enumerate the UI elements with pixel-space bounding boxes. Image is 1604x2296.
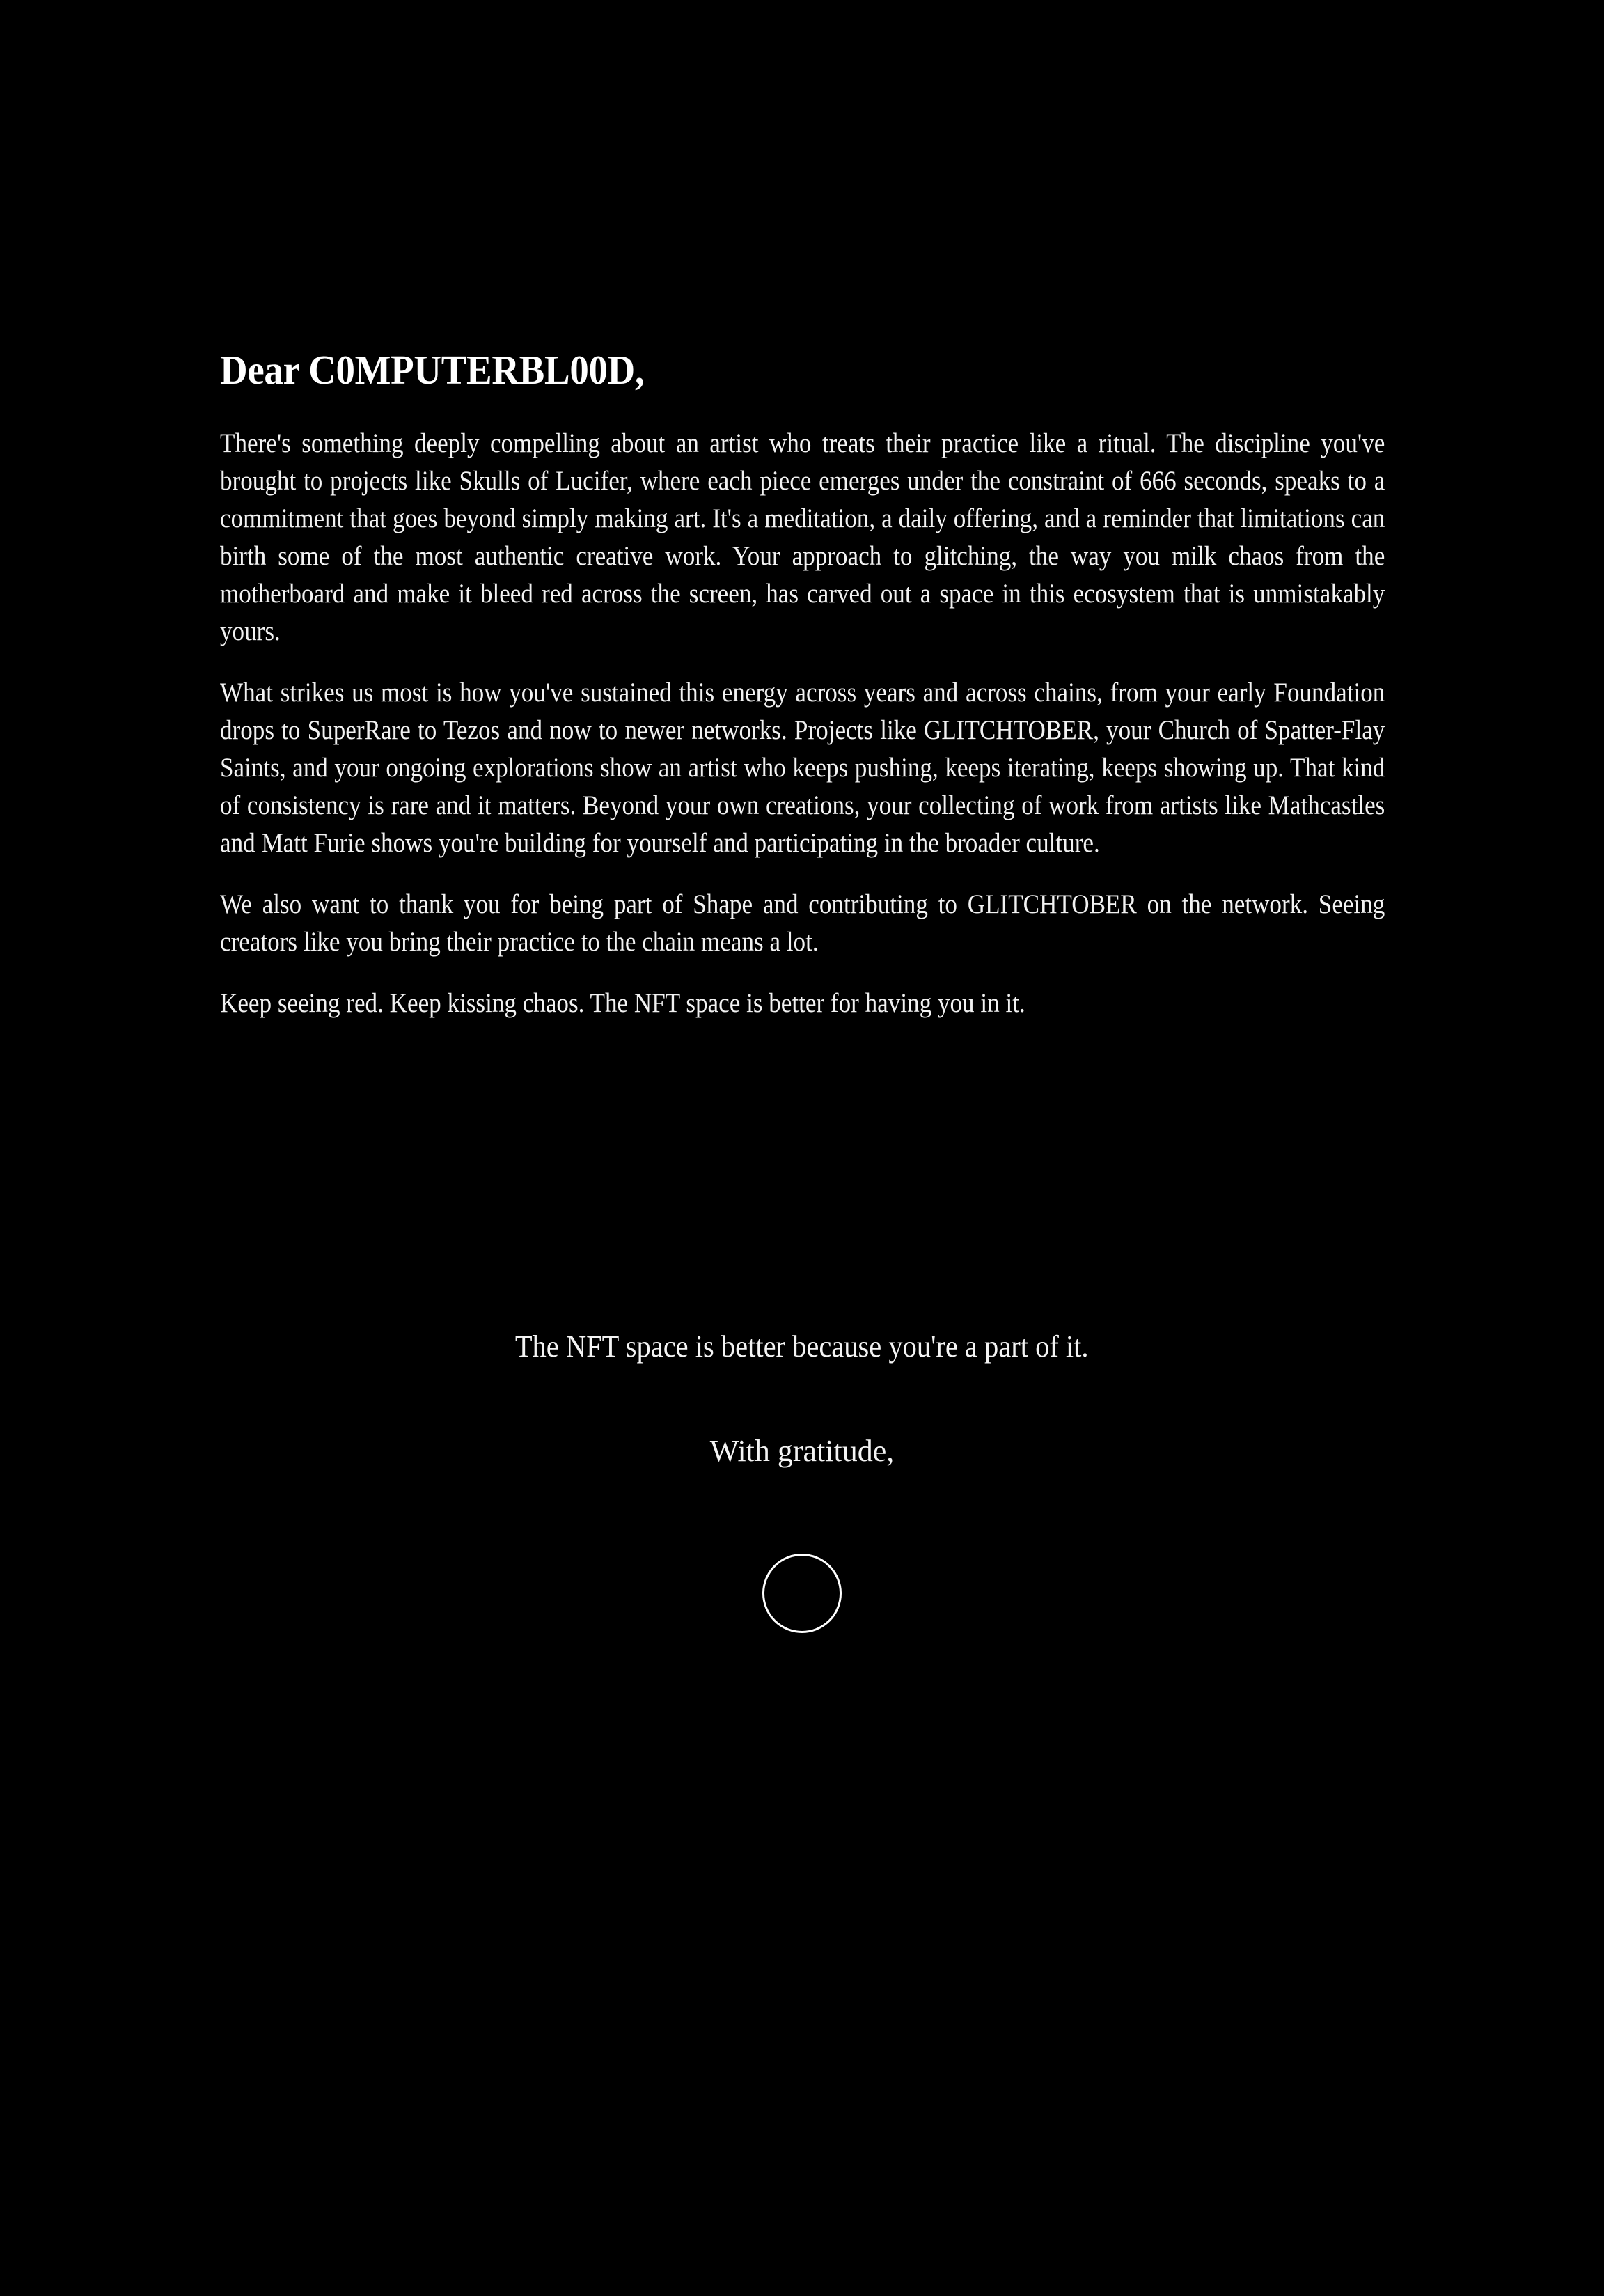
closing-signoff: With gratitude, — [709, 1434, 895, 1468]
closing-tagline: The NFT space is better because you're a part of it. — [515, 1329, 1089, 1364]
page-title: Dear C0MPUTERBL00D, — [220, 347, 645, 393]
letter-body — [220, 348, 1384, 1022]
signature-logo — [0, 1554, 1604, 1633]
circle-outline-icon — [762, 1554, 842, 1633]
paragraph-4: Keep seeing red. Keep kissing chaos. The NFT space is better for having you in it. — [220, 987, 1025, 1018]
paragraph-1: There's something deeply compelling about an artist who treats their practice like a ritual. The discipline you've brought to projects like Skulls of Lucifer, where each piece emerges under the constraint of 666 seconds, speaks to a commitment that goes beyond simply making art. It's a meditation, a daily offering, and a reminder that limitations can birth some of the most authentic creative work. Your approach to glitching, the way you milk chaos from the motherboard and make it bleed red across the screen, has carved out a space in this ecosystem that is unmistakably yours. — [220, 428, 1385, 646]
paragraph-2: What strikes us most is how you've sustained this energy across years and across chains, from your early Foundation drops to SuperRare to Tezos and now to newer networks. Projects like GLITCHTOBER, your Church of Spatter-Flay Saints, and your ongoing explorations show an artist who keeps pushing, keeps iterating, keeps showing up. That kind of consistency is rare and it matters. Beyond your own creations, your collecting of work from artists like Mathcastles and Matt Furie shows you're building for yourself and participating in the broader culture. — [220, 677, 1385, 858]
paragraph-3: We also want to thank you for being part of Shape and contributing to GLITCHTOBER on the network. Seeing creators like you bring their practice to the chain means a lot. — [220, 889, 1385, 957]
closing-block — [0, 1327, 1604, 1468]
letter-paragraphs — [220, 425, 1385, 1022]
